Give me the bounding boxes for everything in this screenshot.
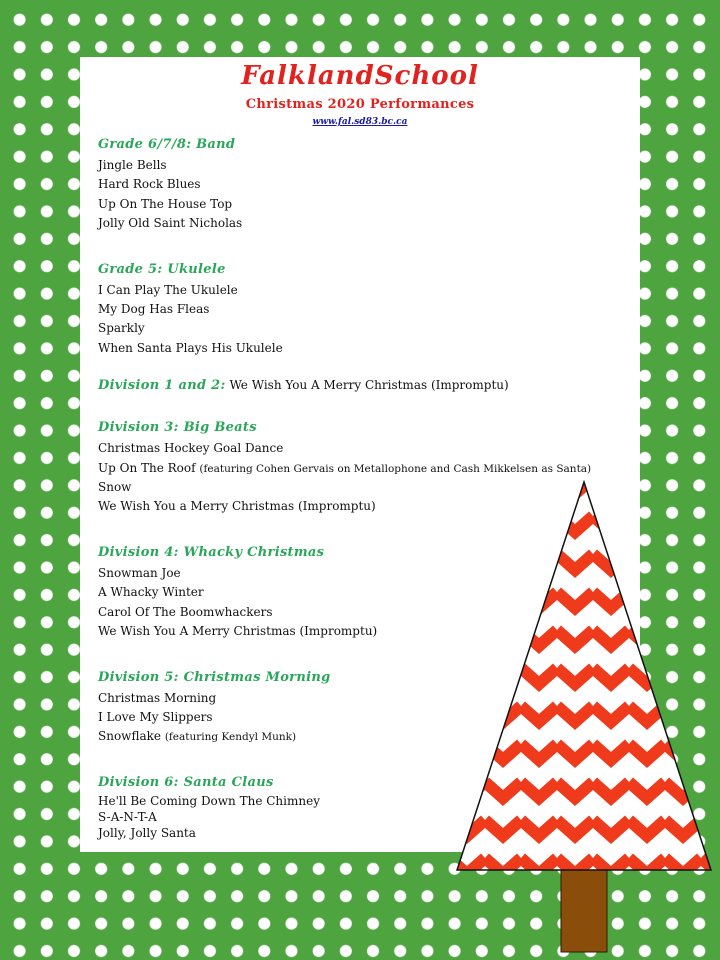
list-item: We Wish You a Merry Christmas (Impromptu): [98, 499, 376, 513]
christmas-tree-icon: [455, 480, 715, 955]
section-title-division-5: Division 5: Christmas Morning: [98, 670, 331, 685]
list-item: Snow: [98, 480, 132, 494]
list-item: My Dog Has Fleas: [98, 302, 210, 316]
list-item: Hard Rock Blues: [98, 177, 201, 191]
list-item: Snowman Joe: [98, 566, 181, 580]
school-title: FalklandSchool: [241, 61, 479, 91]
list-item: He'll Be Coming Down The Chimney: [98, 794, 320, 808]
list-item: Sparkly: [98, 321, 145, 335]
section-division-1-2: [98, 378, 509, 393]
list-item: We Wish You A Merry Christmas (Impromptu): [229, 378, 509, 392]
tree-trunk: [561, 868, 607, 952]
section-title-band: Grade 6/7/8: Band: [98, 137, 236, 152]
list-item: Jolly, Jolly Santa: [98, 826, 196, 840]
list-item: Carol Of The Boomwhackers: [98, 605, 273, 619]
school-website-link[interactable]: www.fal.sd83.bc.ca: [312, 117, 408, 127]
list-item: I Can Play The Ukulele: [98, 283, 238, 297]
list-item: Christmas Hockey Goal Dance: [98, 441, 284, 455]
page-subtitle: Christmas 2020 Performances: [245, 97, 475, 112]
list-item: When Santa Plays His Ukulele: [98, 341, 283, 355]
list-item: [98, 461, 591, 475]
section-title-ukulele: Grade 5: Ukulele: [98, 262, 226, 277]
section-title-division-1-2: Division 1 and 2:: [98, 378, 226, 393]
song-title: Up On The Roof: [98, 461, 196, 475]
song-note: (featuring Cohen Gervais on Metallophone and Cash Mikkelsen as Santa): [199, 463, 592, 475]
list-item: Up On The House Top: [98, 197, 233, 211]
section-title-division-4: Division 4: Whacky Christmas: [98, 545, 325, 560]
list-item: Jingle Bells: [98, 158, 167, 172]
section-title-division-6: Division 6: Santa Claus: [98, 775, 274, 790]
list-item: Christmas Morning: [98, 691, 217, 705]
section-title-division-3: Division 3: Big Beats: [98, 420, 257, 435]
song-title: Snowflake: [98, 729, 161, 743]
list-item: [98, 729, 296, 743]
tree-chevron-pattern: [455, 480, 715, 872]
song-note: (featuring Kendyl Munk): [164, 731, 297, 743]
list-item: A Whacky Winter: [98, 585, 204, 599]
list-item: Jolly Old Saint Nicholas: [98, 216, 243, 230]
list-item: We Wish You A Merry Christmas (Impromptu): [98, 624, 378, 638]
list-item: S-A-N-T-A: [98, 810, 157, 824]
list-item: I Love My Slippers: [98, 710, 213, 724]
